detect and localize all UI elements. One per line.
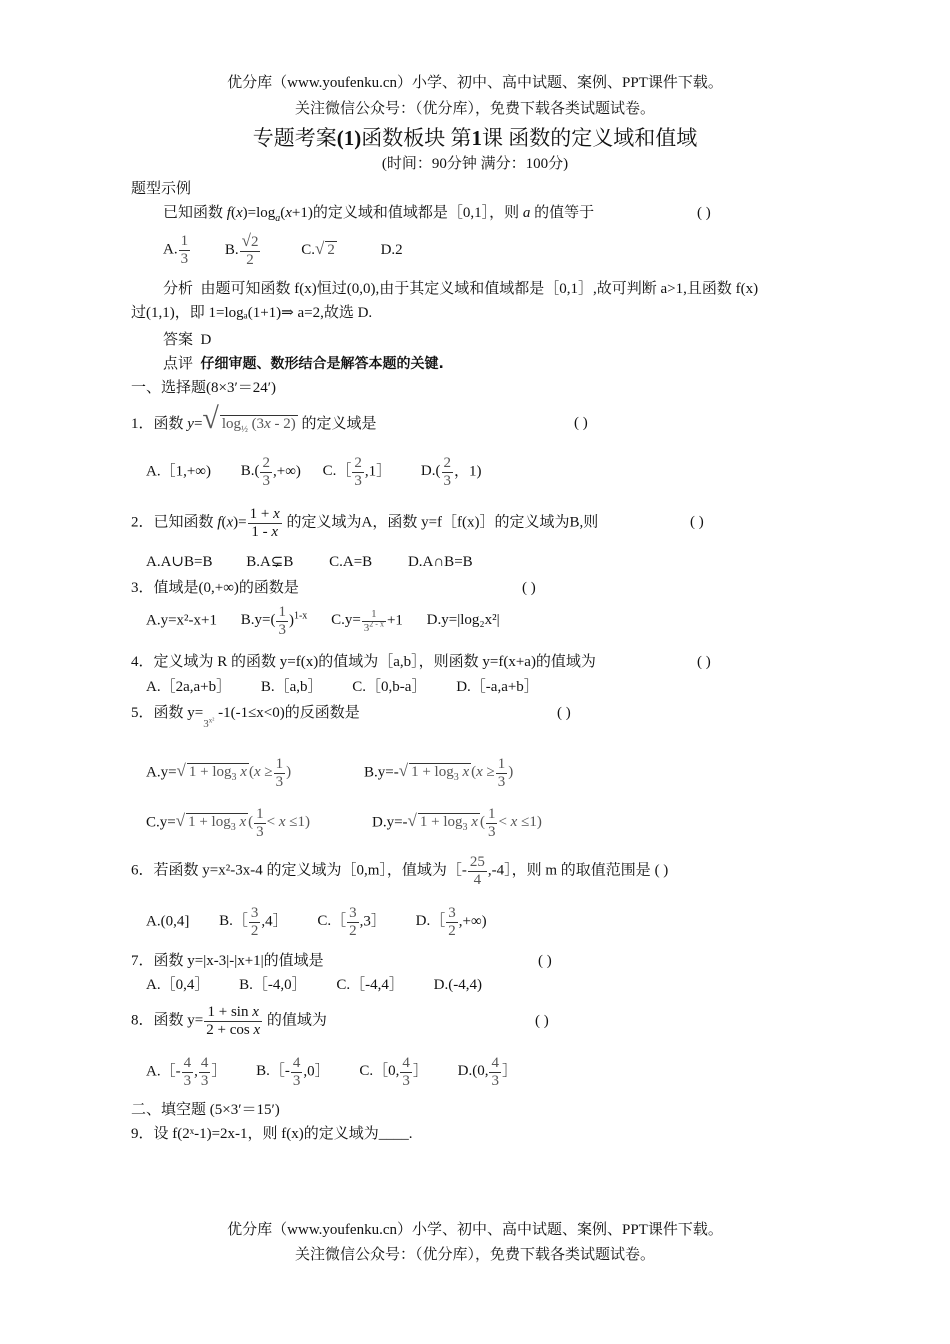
answer: 答案 D [163, 332, 212, 348]
example-question: 已知函数 $f(x)=\log_a(x+1)$的定义域和值域都是［0,1］，则 a 的值等于 [163, 205, 595, 224]
q7-paren: ( ) [538, 953, 552, 969]
q5-stem: 5．函数 $y=_{3^{x^2}}$ -1(-1≤x<0)的反函数是 [131, 705, 360, 730]
q5-option-c: C.y=√ $1 + \log_3 x$ ( $\frac{1}{3}$ < x ≤1) [146, 806, 310, 840]
analysis-line-1: 分析 由题可知函数 f(x)恒过(0,0),由于其定义域和值域都是［0,1］,故可判断 a>1,且函数 f(x) [163, 281, 759, 297]
subtitle: (时间：90分钟 满分：100分) [381, 156, 569, 172]
q5-option-a: A.y=√ $1 + \log_3 x$ (x ≥ $\frac{1}{3}$ ) [146, 756, 292, 790]
q5-option-d: D.y=-√ $1 + \log_3 x$ ( $\frac{1}{3}$ < x ≤1) [372, 806, 542, 840]
q4-stem: 4．定义域为 R 的函数 y=f(x)的值域为［a,b］，则函数 y=f(x+a)的值域为 [131, 654, 596, 670]
example-options: A. $\frac{1}{3}$ B. $\frac{√2}{2}$ C.√ 2 D.2 [163, 231, 403, 268]
q5-paren: ( ) [557, 705, 571, 721]
section1-heading: 一、选择题(8×3′＝24′) [131, 380, 277, 396]
q5-option-b: B.y=-√ $1 + \log_3 x$ (x ≥ $\frac{1}{3}$ ) [364, 756, 514, 790]
q3-paren: ( ) [522, 580, 536, 596]
q8-stem: 8．函数 y= $\frac{\text{1 + sin x}}{\text{2 + cos x}}$ 的值域为 [131, 1004, 327, 1038]
q1-options: A.［1,+∞) B.( $\frac{2}{3}$ ,+∞) C.［ $\frac{2}{3}$ ,1］ D.( $\frac{2}{3}$ ，1) [146, 455, 482, 489]
q6-stem: 6．若函数 y=x²-3x-4 的定义域为［0,m］，值域为［- $\frac{25}{4}$ ,-4］，则 m 的取值范围是 ( ) [131, 854, 669, 888]
header-line-2: 关注微信公众号：（优分库），免费下载各类试题试卷。 [294, 101, 655, 117]
q8-paren: ( ) [535, 1013, 549, 1029]
header-line-1: 优分库（www.youfenku.cn）小学、初中、高中试题、案例、PPT课件下载。 [227, 75, 723, 91]
q6-options: A.(0,4] B.［ $\frac{3}{2}$ ,4］ C.［ $\frac{3}{2}$ ,3］ D.［ $\frac{3}{2}$ ,+∞) [146, 905, 487, 939]
q2-stem: 2．已知函数 f(x)= $\frac{1 + x}{1 - x}$ 的定义域为A，函数 y=f［f(x)］的定义域为B,则 [131, 506, 599, 540]
q3-stem: 3．值域是(0,+∞)的函数是 [131, 580, 299, 596]
page-title: 专题考案(1)函数板块 第1课 函数的定义域和值域 [252, 126, 698, 150]
q2-options: A.A∪B=B B.A⊊B C.A=B D.A∩B=B [146, 554, 473, 570]
example-heading: 题型示例 [131, 181, 192, 197]
footer-line-2: 关注微信公众号：（优分库），免费下载各类试题试卷。 [294, 1247, 655, 1263]
analysis-line-2: 过(1,1)，即 1=logₐ(1+1)⇒ a=2,故选 D. [131, 305, 373, 321]
section2-heading: 二、填空题 (5×3′＝15′) [131, 1102, 280, 1118]
q3-options: A.y=x²-x+1 B.y=( $\frac{1}{3}$ )$^{1-x}$ C.y= $\frac{1}{3^{2 - x}}$ +1 D.y=|log₂x²| [146, 604, 500, 638]
example-answer-paren: ( ) [697, 205, 711, 221]
q4-options: A.［2a,a+b］ B.［a,b］ C.［0,b-a］ D.［-a,a+b］ [146, 679, 539, 695]
q9: 9．设 f(2ˣ-1)=2x-1，则 f(x)的定义域为____. [131, 1126, 413, 1142]
q7-stem: 7．函数 y=|x-3|-|x+1|的值域是 [131, 953, 324, 969]
q1-stem: 1．函数 y=√ $\log_{\frac{1}{2}} (3x - 2)$ 的定义域是 [131, 402, 377, 435]
q2-paren: ( ) [690, 514, 704, 530]
comment: 点评 仔细审题、数形结合是解答本题的关键. [163, 356, 444, 372]
q8-options: A.［- $\frac{4}{3}$ , $\frac{4}{3}$ ］ B.［- $\frac{4}{3}$ ,0］ C.［0, $\frac{4}{3}$ ］ D.(0, $\frac{4}{3}$ ］ [146, 1055, 517, 1089]
q1-paren: ( ) [574, 415, 588, 431]
q4-paren: ( ) [697, 654, 711, 670]
footer-line-1: 优分库（www.youfenku.cn）小学、初中、高中试题、案例、PPT课件下载。 [227, 1222, 723, 1238]
q7-options: A.［0,4］ B.［-4,0］ C.［-4,4］ D.(-4,4) [146, 977, 482, 993]
